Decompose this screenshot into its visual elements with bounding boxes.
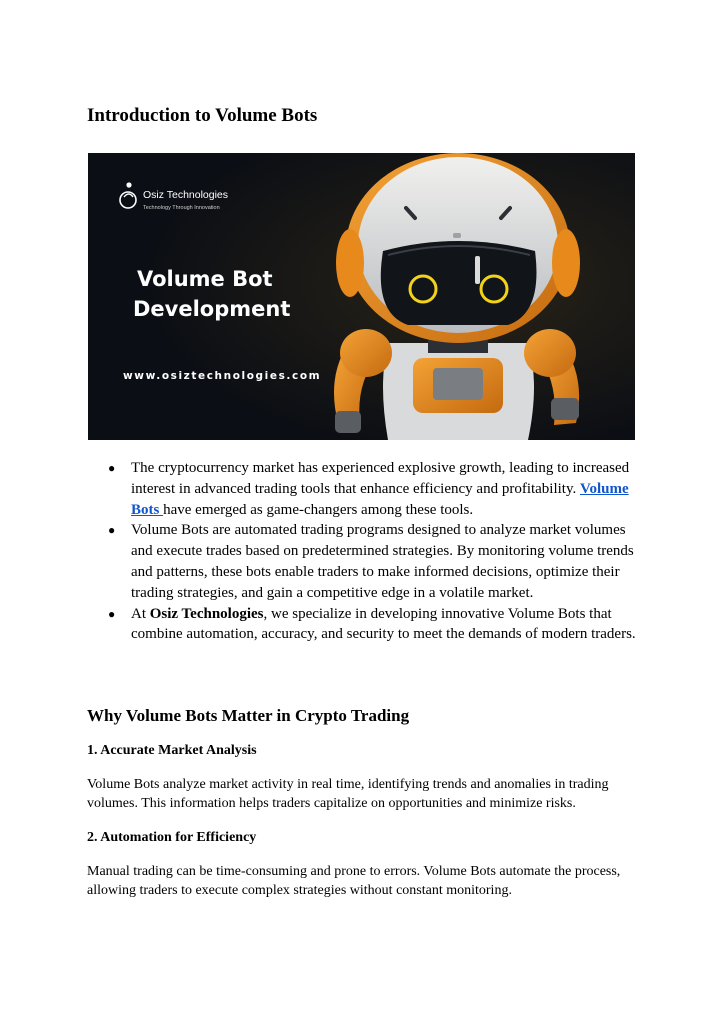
subsection-heading-2: 2. Automation for Efficiency <box>87 830 257 845</box>
page-title: Introduction to Volume Bots <box>87 105 318 126</box>
subsection-heading-1: 1. Accurate Market Analysis <box>87 743 257 758</box>
subsection-text-2: Manual trading can be time-consuming and prone to errors. Volume Bots automate the process, allowing traders to execute complex strategies without constant monitoring. <box>87 864 621 898</box>
banner-tagline: Technology Through Innovation <box>143 205 220 211</box>
intro-bullet-list <box>108 458 638 645</box>
bullet-text: The cryptocurrency market has experienced explosive growth, leading to increased interest in advanced trading tools that enhance efficiency and profitability. <box>131 460 630 497</box>
banner-headline-1: Volume Bot <box>137 267 273 291</box>
banner-image <box>88 153 635 440</box>
bullet-icon: ● <box>108 523 116 538</box>
banner-company: Osiz Technologies <box>143 189 229 201</box>
list-item <box>108 520 638 603</box>
bullet-text: At <box>131 605 150 622</box>
list-item <box>108 458 638 520</box>
banner-url: www.osiztechnologies.com <box>123 370 322 382</box>
company-name: Osiz Technologies <box>149 605 264 622</box>
bullet-icon: ● <box>108 461 116 475</box>
bullet-text: Volume Bots are automated trading programs designed to analyze market volumes and execute trades based on predetermined strategies. By monitoring volume trends and patterns, these bots enable traders to make informed decisions, optimize their trading strategies, and gain a competitive edge in a volatile market. <box>131 522 634 601</box>
volume-bots-link[interactable]: Volume Bots <box>131 480 629 518</box>
section-title: Why Volume Bots Matter in Crypto Trading <box>87 706 410 725</box>
bullet-text: , we specialize in developing innovative Volume Bots that combine automation, accuracy, and security to meet the demands of modern traders. <box>131 605 636 643</box>
bullet-icon: ● <box>108 606 116 621</box>
banner-graphic <box>88 153 635 440</box>
banner-headline-2: Development <box>133 297 291 321</box>
bullet-text: have emerged as game-changers among these tools. <box>163 501 474 518</box>
subsection-text-1: Volume Bots analyze market activity in real time, identifying trends and anomalies in trading volumes. This information helps traders capitalize on opportunities and minimize risks. <box>87 777 609 811</box>
list-item <box>108 604 638 646</box>
